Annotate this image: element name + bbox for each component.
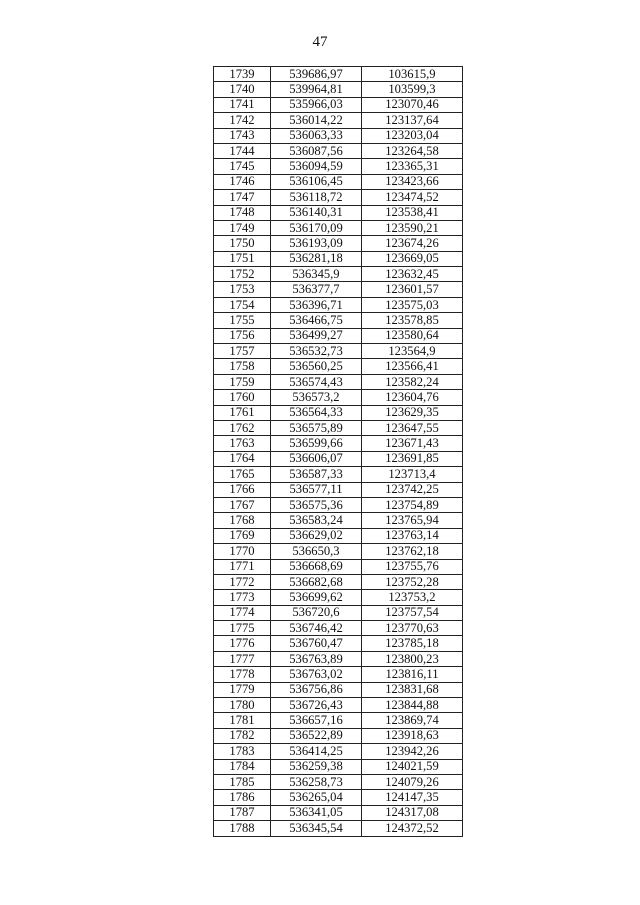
point-number-cell: 1753 [214, 282, 271, 297]
x-coordinate-cell: 536564,33 [271, 405, 362, 420]
point-number-cell: 1756 [214, 328, 271, 343]
x-coordinate-cell: 536170,09 [271, 220, 362, 235]
y-coordinate-cell: 123755,76 [362, 559, 463, 574]
x-coordinate-cell: 536763,89 [271, 651, 362, 666]
point-number-cell: 1758 [214, 359, 271, 374]
table-row [214, 821, 463, 836]
x-coordinate-cell: 536193,09 [271, 236, 362, 251]
y-coordinate-cell: 123713,4 [362, 467, 463, 482]
y-coordinate-cell: 123564,9 [362, 344, 463, 359]
point-number-cell: 1784 [214, 759, 271, 774]
x-coordinate-cell: 536606,07 [271, 451, 362, 466]
x-coordinate-cell: 536522,89 [271, 728, 362, 743]
table-row [214, 774, 463, 789]
x-coordinate-cell: 536575,36 [271, 497, 362, 512]
y-coordinate-cell: 123669,05 [362, 251, 463, 266]
x-coordinate-cell: 536574,43 [271, 374, 362, 389]
table-row [214, 82, 463, 97]
y-coordinate-cell: 123604,76 [362, 390, 463, 405]
y-coordinate-cell: 123831,68 [362, 682, 463, 697]
y-coordinate-cell: 123423,66 [362, 174, 463, 189]
x-coordinate-cell: 536094,59 [271, 159, 362, 174]
point-number-cell: 1769 [214, 528, 271, 543]
point-number-cell: 1782 [214, 728, 271, 743]
point-number-cell: 1783 [214, 744, 271, 759]
y-coordinate-cell: 123754,89 [362, 497, 463, 512]
point-number-cell: 1762 [214, 420, 271, 435]
y-coordinate-cell: 123753,2 [362, 590, 463, 605]
x-coordinate-cell: 536668,69 [271, 559, 362, 574]
y-coordinate-cell: 123785,18 [362, 636, 463, 651]
y-coordinate-cell: 123575,03 [362, 297, 463, 312]
table-row [214, 97, 463, 112]
point-number-cell: 1775 [214, 621, 271, 636]
x-coordinate-cell: 536599,66 [271, 436, 362, 451]
y-coordinate-cell: 123070,46 [362, 97, 463, 112]
table-row [214, 513, 463, 528]
table-row [214, 667, 463, 682]
point-number-cell: 1774 [214, 605, 271, 620]
point-number-cell: 1754 [214, 297, 271, 312]
point-number-cell: 1750 [214, 236, 271, 251]
x-coordinate-cell: 536575,89 [271, 420, 362, 435]
x-coordinate-cell: 539686,97 [271, 67, 362, 82]
table-row [214, 605, 463, 620]
point-number-cell: 1760 [214, 390, 271, 405]
point-number-cell: 1746 [214, 174, 271, 189]
x-coordinate-cell: 536087,56 [271, 143, 362, 158]
y-coordinate-cell: 123647,55 [362, 420, 463, 435]
y-coordinate-cell: 123203,04 [362, 128, 463, 143]
point-number-cell: 1757 [214, 344, 271, 359]
table-row [214, 174, 463, 189]
y-coordinate-cell: 123582,24 [362, 374, 463, 389]
table-row [214, 251, 463, 266]
y-coordinate-cell: 123770,63 [362, 621, 463, 636]
x-coordinate-cell: 536396,71 [271, 297, 362, 312]
table-row [214, 390, 463, 405]
y-coordinate-cell: 123752,28 [362, 574, 463, 589]
x-coordinate-cell: 536281,18 [271, 251, 362, 266]
table-row [214, 698, 463, 713]
table-row [214, 805, 463, 820]
table-row [214, 328, 463, 343]
point-number-cell: 1752 [214, 267, 271, 282]
coordinates-table [213, 66, 463, 837]
x-coordinate-cell: 536763,02 [271, 667, 362, 682]
table-row [214, 559, 463, 574]
y-coordinate-cell: 123691,85 [362, 451, 463, 466]
point-number-cell: 1780 [214, 698, 271, 713]
x-coordinate-cell: 535966,03 [271, 97, 362, 112]
table-row [214, 621, 463, 636]
y-coordinate-cell: 123671,43 [362, 436, 463, 451]
point-number-cell: 1767 [214, 497, 271, 512]
x-coordinate-cell: 536560,25 [271, 359, 362, 374]
x-coordinate-cell: 536573,2 [271, 390, 362, 405]
table-row [214, 159, 463, 174]
table-row [214, 590, 463, 605]
x-coordinate-cell: 536726,43 [271, 698, 362, 713]
point-number-cell: 1772 [214, 574, 271, 589]
y-coordinate-cell: 123538,41 [362, 205, 463, 220]
x-coordinate-cell: 536720,6 [271, 605, 362, 620]
point-number-cell: 1773 [214, 590, 271, 605]
point-number-cell: 1785 [214, 774, 271, 789]
table-row [214, 374, 463, 389]
y-coordinate-cell: 123674,26 [362, 236, 463, 251]
table-row [214, 497, 463, 512]
x-coordinate-cell: 536345,9 [271, 267, 362, 282]
y-coordinate-cell: 124147,35 [362, 790, 463, 805]
x-coordinate-cell: 536499,27 [271, 328, 362, 343]
coordinates-table-body [214, 67, 463, 837]
x-coordinate-cell: 536583,24 [271, 513, 362, 528]
x-coordinate-cell: 539964,81 [271, 82, 362, 97]
table-row [214, 482, 463, 497]
x-coordinate-cell: 536140,31 [271, 205, 362, 220]
point-number-cell: 1748 [214, 205, 271, 220]
y-coordinate-cell: 123474,52 [362, 190, 463, 205]
point-number-cell: 1770 [214, 544, 271, 559]
point-number-cell: 1761 [214, 405, 271, 420]
table-row [214, 128, 463, 143]
x-coordinate-cell: 536341,05 [271, 805, 362, 820]
x-coordinate-cell: 536063,33 [271, 128, 362, 143]
x-coordinate-cell: 536259,38 [271, 759, 362, 774]
point-number-cell: 1764 [214, 451, 271, 466]
x-coordinate-cell: 536106,45 [271, 174, 362, 189]
y-coordinate-cell: 103615,9 [362, 67, 463, 82]
y-coordinate-cell: 123757,54 [362, 605, 463, 620]
table-row [214, 574, 463, 589]
table-row [214, 236, 463, 251]
y-coordinate-cell: 123816,11 [362, 667, 463, 682]
table-row [214, 405, 463, 420]
table-row [214, 467, 463, 482]
table-row [214, 190, 463, 205]
point-number-cell: 1779 [214, 682, 271, 697]
y-coordinate-cell: 123264,58 [362, 143, 463, 158]
point-number-cell: 1740 [214, 82, 271, 97]
table-row [214, 436, 463, 451]
point-number-cell: 1781 [214, 713, 271, 728]
y-coordinate-cell: 103599,3 [362, 82, 463, 97]
y-coordinate-cell: 123601,57 [362, 282, 463, 297]
table-row [214, 359, 463, 374]
point-number-cell: 1768 [214, 513, 271, 528]
table-row [214, 790, 463, 805]
x-coordinate-cell: 536414,25 [271, 744, 362, 759]
x-coordinate-cell: 536650,3 [271, 544, 362, 559]
point-number-cell: 1763 [214, 436, 271, 451]
y-coordinate-cell: 123869,74 [362, 713, 463, 728]
table-row [214, 420, 463, 435]
point-number-cell: 1745 [214, 159, 271, 174]
x-coordinate-cell: 536629,02 [271, 528, 362, 543]
point-number-cell: 1787 [214, 805, 271, 820]
point-number-cell: 1739 [214, 67, 271, 82]
table-row [214, 313, 463, 328]
y-coordinate-cell: 124021,59 [362, 759, 463, 774]
point-number-cell: 1747 [214, 190, 271, 205]
table-row [214, 544, 463, 559]
point-number-cell: 1759 [214, 374, 271, 389]
point-number-cell: 1749 [214, 220, 271, 235]
x-coordinate-cell: 536699,62 [271, 590, 362, 605]
y-coordinate-cell: 123762,18 [362, 544, 463, 559]
table-row [214, 205, 463, 220]
y-coordinate-cell: 123590,21 [362, 220, 463, 235]
x-coordinate-cell: 536682,68 [271, 574, 362, 589]
y-coordinate-cell: 123566,41 [362, 359, 463, 374]
y-coordinate-cell: 123578,85 [362, 313, 463, 328]
point-number-cell: 1743 [214, 128, 271, 143]
y-coordinate-cell: 123137,64 [362, 113, 463, 128]
x-coordinate-cell: 536466,75 [271, 313, 362, 328]
x-coordinate-cell: 536577,11 [271, 482, 362, 497]
point-number-cell: 1765 [214, 467, 271, 482]
point-number-cell: 1776 [214, 636, 271, 651]
y-coordinate-cell: 123742,25 [362, 482, 463, 497]
table-row [214, 267, 463, 282]
y-coordinate-cell: 124079,26 [362, 774, 463, 789]
point-number-cell: 1755 [214, 313, 271, 328]
point-number-cell: 1741 [214, 97, 271, 112]
y-coordinate-cell: 123632,45 [362, 267, 463, 282]
point-number-cell: 1751 [214, 251, 271, 266]
y-coordinate-cell: 123629,35 [362, 405, 463, 420]
y-coordinate-cell: 123365,31 [362, 159, 463, 174]
point-number-cell: 1788 [214, 821, 271, 836]
table-row [214, 682, 463, 697]
table-row [214, 143, 463, 158]
y-coordinate-cell: 123844,88 [362, 698, 463, 713]
y-coordinate-cell: 123763,14 [362, 528, 463, 543]
point-number-cell: 1786 [214, 790, 271, 805]
table-row [214, 344, 463, 359]
table-row [214, 451, 463, 466]
point-number-cell: 1766 [214, 482, 271, 497]
x-coordinate-cell: 536265,04 [271, 790, 362, 805]
table-row [214, 220, 463, 235]
y-coordinate-cell: 123580,64 [362, 328, 463, 343]
point-number-cell: 1742 [214, 113, 271, 128]
x-coordinate-cell: 536657,16 [271, 713, 362, 728]
table-row [214, 744, 463, 759]
x-coordinate-cell: 536532,73 [271, 344, 362, 359]
y-coordinate-cell: 123942,26 [362, 744, 463, 759]
y-coordinate-cell: 124372,52 [362, 821, 463, 836]
y-coordinate-cell: 124317,08 [362, 805, 463, 820]
y-coordinate-cell: 123765,94 [362, 513, 463, 528]
x-coordinate-cell: 536258,73 [271, 774, 362, 789]
point-number-cell: 1771 [214, 559, 271, 574]
table-row [214, 282, 463, 297]
table-row [214, 67, 463, 82]
x-coordinate-cell: 536014,22 [271, 113, 362, 128]
table-row [214, 728, 463, 743]
point-number-cell: 1744 [214, 143, 271, 158]
table-row [214, 759, 463, 774]
table-row [214, 636, 463, 651]
x-coordinate-cell: 536760,47 [271, 636, 362, 651]
x-coordinate-cell: 536746,42 [271, 621, 362, 636]
x-coordinate-cell: 536345,54 [271, 821, 362, 836]
table-row [214, 297, 463, 312]
x-coordinate-cell: 536118,72 [271, 190, 362, 205]
table-row [214, 113, 463, 128]
x-coordinate-cell: 536756,86 [271, 682, 362, 697]
table-row [214, 528, 463, 543]
table-row [214, 651, 463, 666]
y-coordinate-cell: 123800,23 [362, 651, 463, 666]
point-number-cell: 1777 [214, 651, 271, 666]
page-number: 47 [312, 34, 328, 50]
x-coordinate-cell: 536377,7 [271, 282, 362, 297]
point-number-cell: 1778 [214, 667, 271, 682]
y-coordinate-cell: 123918,63 [362, 728, 463, 743]
table-row [214, 713, 463, 728]
x-coordinate-cell: 536587,33 [271, 467, 362, 482]
